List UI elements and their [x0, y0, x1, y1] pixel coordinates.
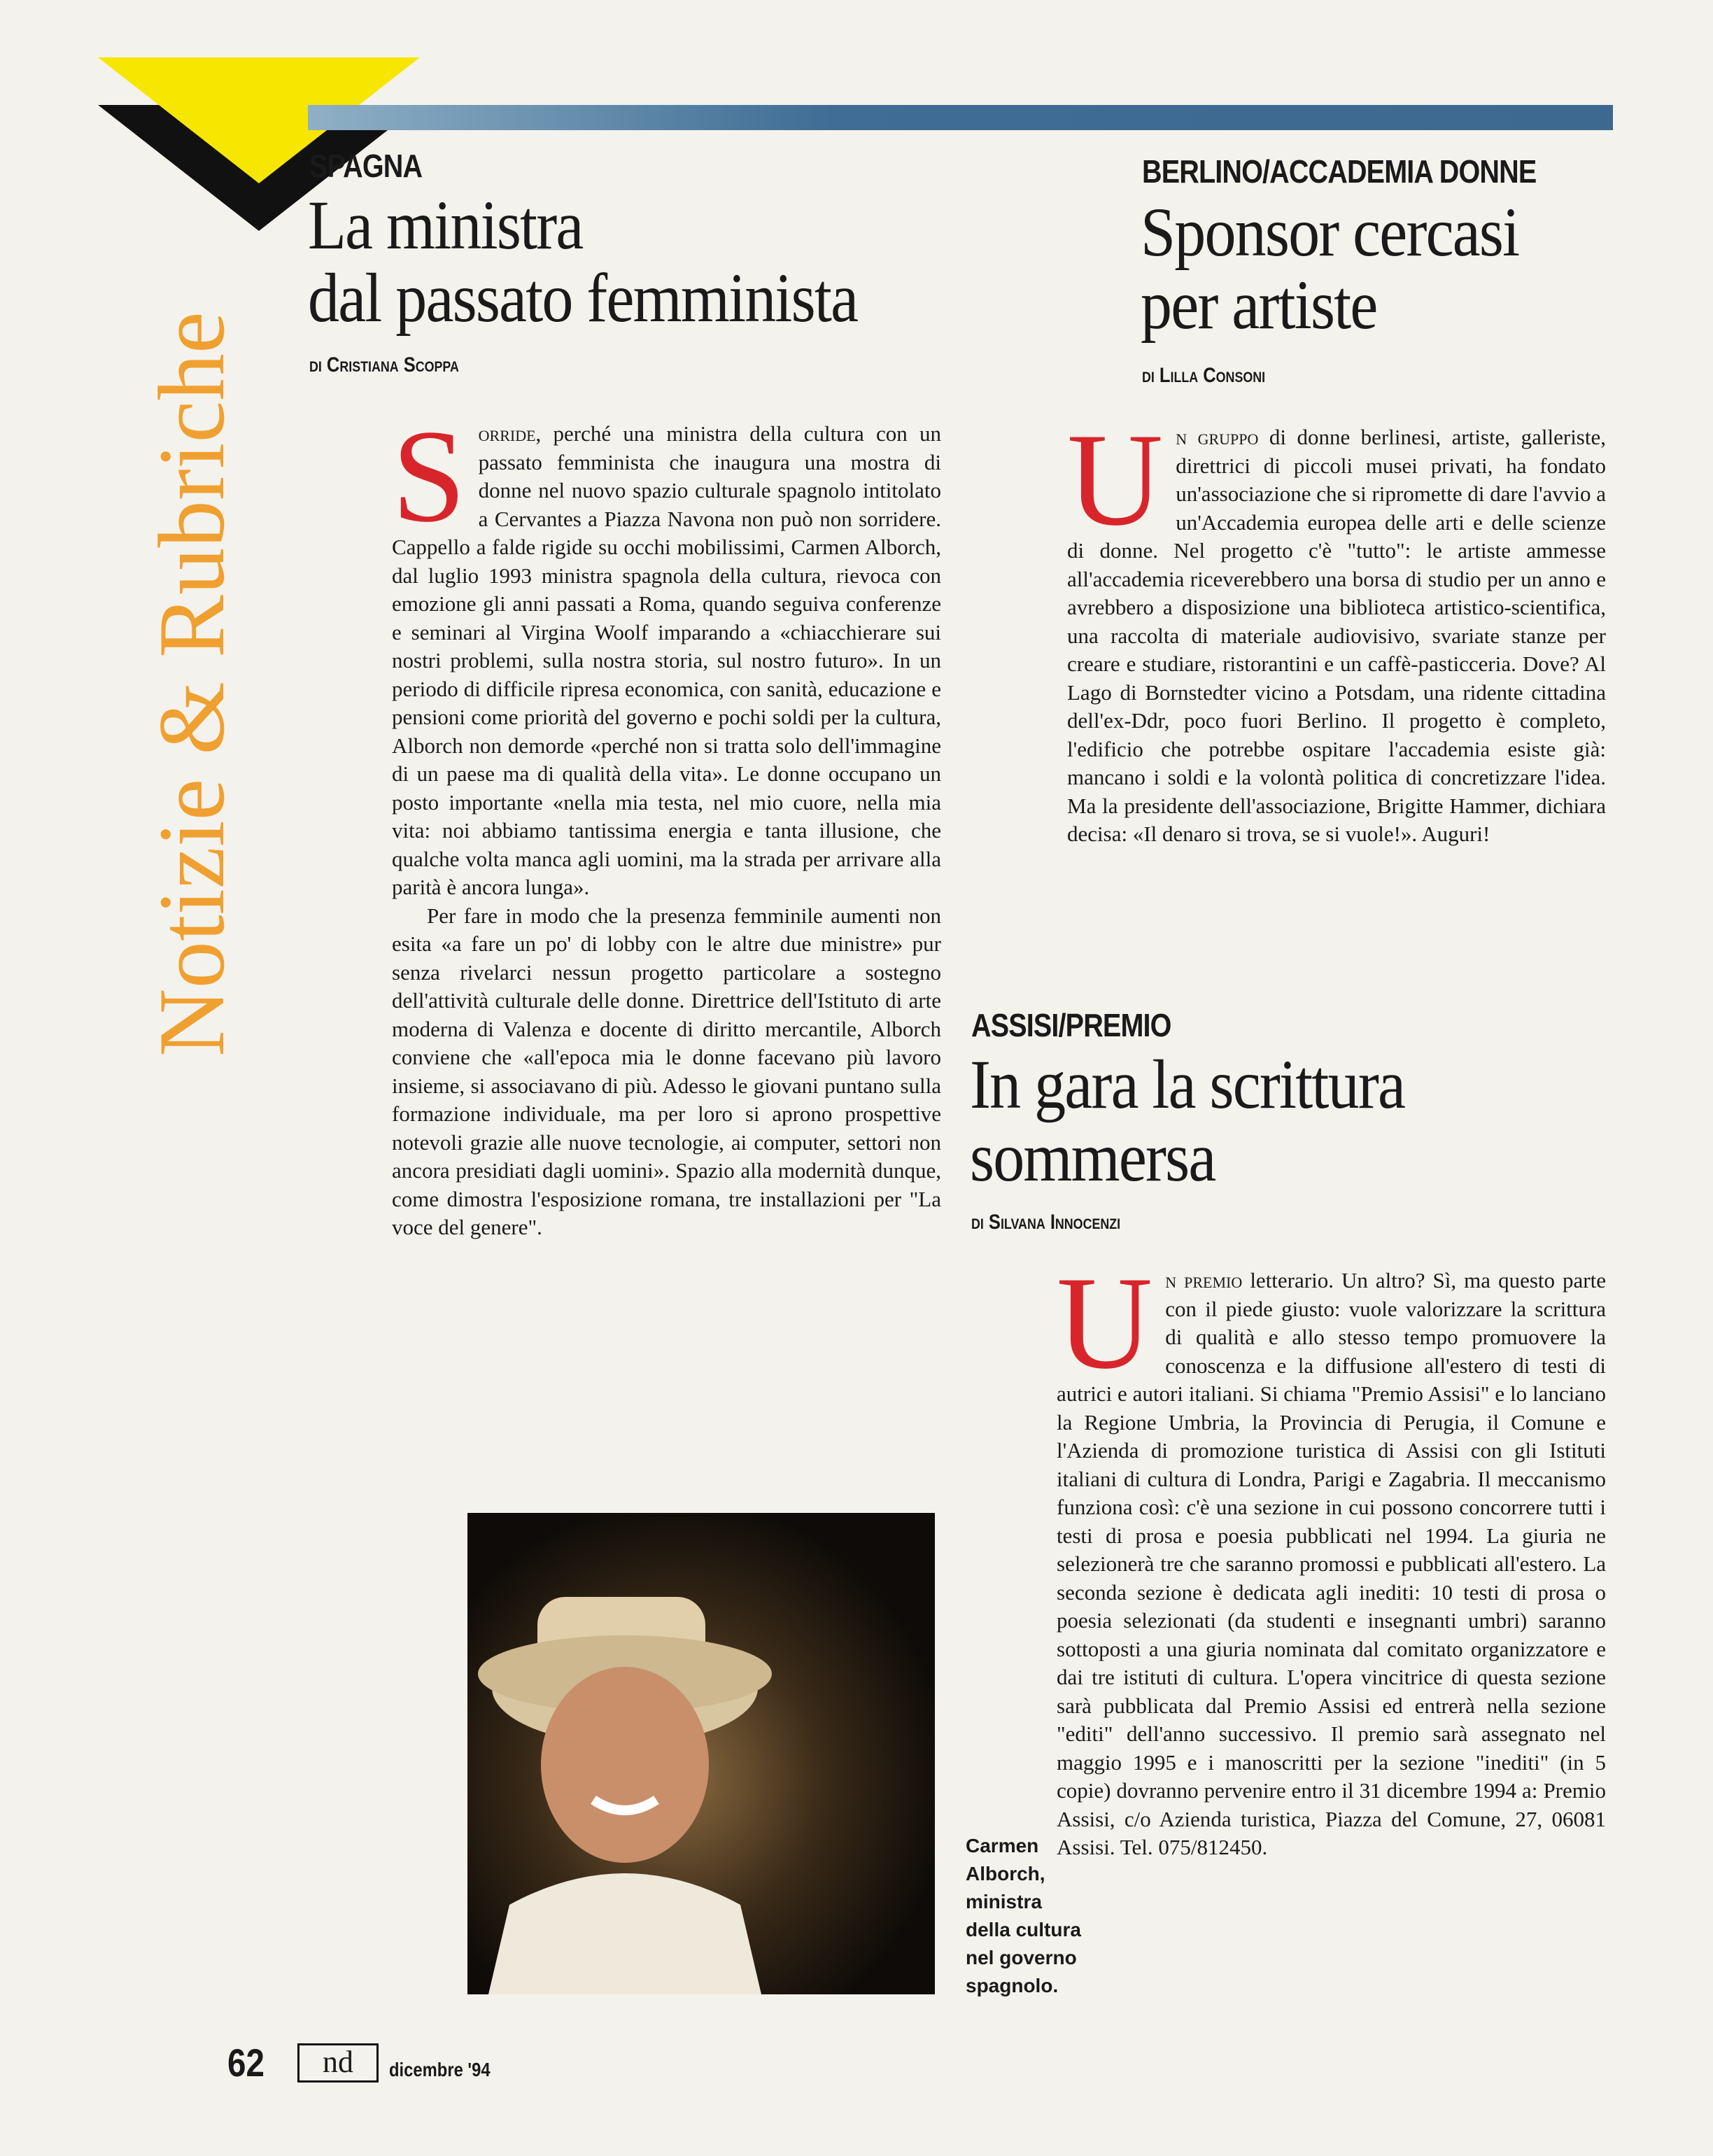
- article1-headline-line2: dal passato femminista: [308, 259, 858, 337]
- article3-dropcap: U: [1057, 1250, 1153, 1397]
- article1-paragraph-2: Per fare in modo che la presenza femminile aumenti non esita «a fare un po' di lobby con le altre due ministre» pur senza rivelarci nessun progetto particolare a sostegno dell'attività culturale delle donne. Direttrice dell'Istituto di arte moderna di Valenza e docente di diritto mercantile, Alborch conviene che «all'epoca mia le donne facevano più lavoro insieme, si associavano di più. Adesso le giovani puntano sulla formazione individuale, ma per loro si aprono prospettive notevoli grazie alle nuove tecnologie, ai computer, settori non ancora presidiati dagli uomini». Spazio alla modernità dunque, come dimostra l'esposizione romana, tre installazioni per "La voce del genere".: [392, 903, 941, 1239]
- article1-kicker: SPAGNA: [309, 148, 423, 184]
- header-band: [308, 105, 1613, 130]
- portrait-illustration: [467, 1513, 935, 1994]
- article1-body: [392, 403, 941, 1242]
- article3-headline-line2: sommersa: [970, 1118, 1215, 1196]
- article1-headline: [308, 186, 925, 337]
- article2-lead-word: n gruppo: [1176, 425, 1259, 449]
- page-number: 62: [227, 2041, 265, 2085]
- section-title: Notizie & Rubriche: [140, 311, 244, 1057]
- article2-dropcap: U: [1067, 407, 1164, 554]
- article3-byline: di Silvana Innocenzi: [971, 1211, 1121, 1234]
- article3-headline: [970, 1045, 1549, 1196]
- article1-byline: di Cristiana Scoppa: [309, 353, 459, 376]
- article1-headline-line1: La ministra: [308, 186, 583, 264]
- article1-paragraph-1: perché una ministra della cultura con un passato femminista che inaugura una mostra di donne nel nuovo spazio culturale spagnolo intitolato a Cervantes a Piazza Navona non può non sorridere. Cappello a falde rigide su occhi mobilissimi, Carmen Alborch, dal luglio 1993 ministra spagnola della cultura, rievoca con emozione gli anni passati a Roma, quando seguiva conferenze e seminari al Virgina Woolf imparando a «chiacchierare sui nostri problemi, sulla nostra storia, sul nostro futuro». In un periodo di difficile ripresa economica, con sanità, educazione e pensioni come priorità del governo e pochi soldi per la cultura, Alborch non demorde «perché non si tratta solo dell'immagine di un paese ma di qualità della vita». Le donne occupano un posto importante «nella mia testa, nel mio cuore, nella mia vita: noi abbiamo tantissima energia e tanta illusione, che qualche volta manca agli uomini, ma la strada per arrivare alla parità è ancora lunga».: [392, 421, 941, 899]
- article3-lead-word: n premio: [1165, 1268, 1243, 1292]
- article3-body: [1057, 1250, 1607, 1862]
- issue-date: dicembre '94: [389, 2059, 491, 2080]
- article2-headline-line2: per artiste: [1141, 266, 1377, 344]
- article1-dropcap: S: [392, 403, 466, 550]
- article3-kicker: ASSISI/PREMIO: [971, 1007, 1171, 1043]
- article3-paragraph-1: letterario. Un altro? Sì, ma questo parte con il piede giusto: vuole valorizzare la scrittura di qualità e allo stesso tempo promuovere la conoscenza e la diffusione all'estero di testi di autrici e autori italiani. Si chiama "Premio Assisi" e lo lanciano la Regione Umbria, la Provincia di Perugia, il Comune e l'Azienda di promozione turistica di Assisi con gli Istituti italiani di cultura di Londra, Parigi e Zagabria. Il meccanismo funziona così: c'è una sezione in cui possono concorrere tutti i testi di prosa e poesia pubblicati nel 1994. La giuria ne selezionerà tre che saranno promossi e pubblicati all'estero. La seconda sezione è dedicata agli inediti: 10 testi di prosa o poesia selezionati (da studenti e insegnanti umbri) saranno sottoposti a una giuria nominata dal comitato organizzatore e dai tre istituti di cultura. L'opera vincitrice di questa sezione sarà pubblicata dal Premio Assisi ed entrerà nella sezione "editi" dell'anno successivo. Il premio sarà assegnato nel maggio 1995 e i manoscritti per la sezione "inediti" (in 5 copie) dovranno pervenire entro il 31 dicembre 1994 a: Premio Assisi, c/o Azienda turistica, Piazza del Comune, 27, 06081 Assisi. Tel. 075/812450.: [1057, 1268, 1607, 1859]
- article3-headline-line1: In gara la scrittura: [970, 1045, 1405, 1123]
- article2-headline: [1141, 193, 1569, 344]
- article2-headline-line1: Sponsor cercasi: [1141, 193, 1519, 271]
- portrait-photo: [467, 1513, 935, 1994]
- magazine-logo: nd: [297, 2043, 379, 2083]
- article2-paragraph-1: di donne berlinesi, artiste, galleriste, direttrici di piccoli musei privati, ha fondato un'associazione che si ripromette di dare l'avvio a un'Accademia europea delle arti e delle scienze di donne. Nel progetto c'è "tutto": le artiste ammesse all'accademia riceverebbero una borsa di studio per un anno e avrebbero a disposizione una biblioteca artistico-scientifica, una raccolta di materiale audiovisivo, svariate stanze per creare e studiare, ristorantini e un caffè-pasticceria. Dove? Al Lago di Bornstedter vicino a Potsdam, una ridente cittadina dell'ex-Ddr, poco fuori Berlino. Il progetto è completo, l'edificio che potrebbe ospitare l'accademia esiste già: mancano i soldi e la volontà politica di concretizzare l'idea. Ma la presidente dell'associazione, Brigitte Hammer, dichiara decisa: «Il denaro si trova, se si vuole!». Auguri!: [1067, 425, 1606, 846]
- article2-kicker: BERLINO/ACCADEMIA DONNE: [1142, 153, 1537, 190]
- article2-body: [1067, 407, 1606, 849]
- article2-byline: di Lilla Consoni: [1142, 364, 1266, 387]
- article1-lead-word: orride,: [478, 421, 542, 446]
- photo-caption: Carmen Alborch, ministra della cultura nel governo spagnolo.: [966, 1835, 1081, 1996]
